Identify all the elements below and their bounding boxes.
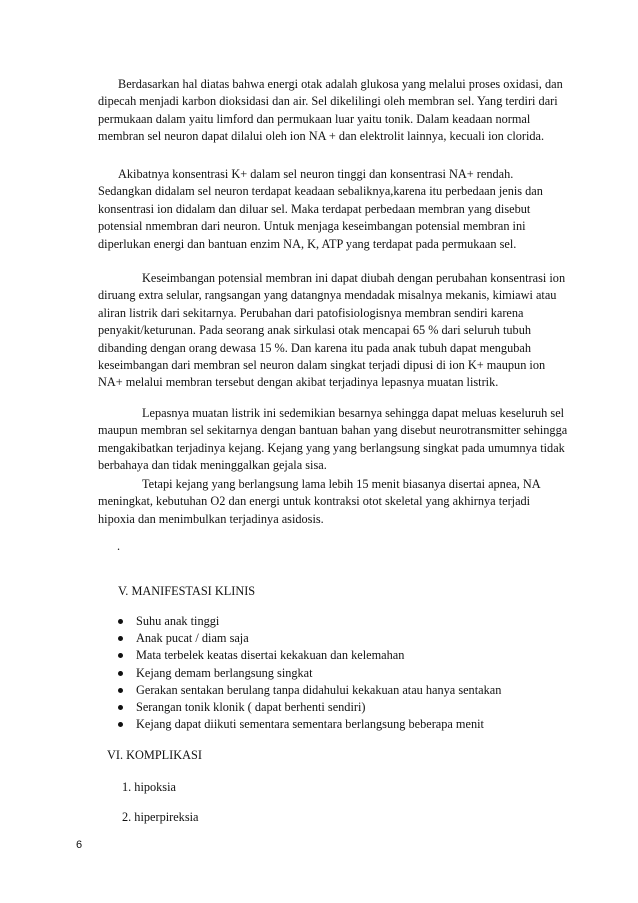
list-item: [118, 613, 501, 630]
bullet-icon: [118, 636, 123, 641]
list-item-text: Mata terbelek keatas disertai kekakuan dan kelemahan: [136, 648, 405, 663]
paragraph-kejang-lama: Tetapi kejang yang berlangsung lama lebih 15 menit biasanya disertai apnea, NA meningkat, kebutuhan O2 dan energi untuk kontraksi otot skeletal yang akhirnya terjadi hipoxia dan menimbulkan terjadinya asidosis.: [98, 477, 540, 526]
page-number: 6: [76, 839, 83, 851]
manifestasi-klinis-list: [118, 613, 501, 733]
list-item-text: Serangan tonik klonik ( dapat berhenti sendiri): [136, 699, 366, 714]
list-item: [118, 630, 501, 647]
list-item: [118, 682, 501, 699]
list-item: [118, 647, 501, 664]
bullet-icon: [118, 722, 123, 727]
section-heading-manifestasi-klinis: V. MANIFESTASI KLINIS: [118, 584, 256, 598]
list-item: [118, 665, 501, 682]
bullet-icon: [118, 671, 123, 676]
paragraph-konsentrasi-ion: Akibatnya konsentrasi K+ dalam sel neuron tinggi dan konsentrasi NA+ rendah. Sedangkan didalam sel neuron terdapat keadaan sebaliknya,karena itu perbedaan jenis dan konsentrasi ion didalam dan diluar sel. Maka terdapat perbedaan membran yang disebut potensial nmembran dari neuron. Untuk menjaga keseimbangan potensial membran ini diperlukan energi dan bantuan enzim NA, K, ATP yang terdapat pada permukaan sel.: [98, 167, 543, 251]
numbered-item-hipoksia: 1. hipoksia: [122, 780, 176, 794]
bullet-icon: [118, 619, 123, 624]
list-item-text: Gerakan sentakan berulang tanpa didahului kekakuan atau hanya sentakan: [136, 682, 502, 697]
section-heading-komplikasi: VI. KOMPLIKASI: [107, 748, 202, 762]
list-item-text: Suhu anak tinggi: [136, 614, 220, 628]
list-item: [118, 699, 501, 716]
paragraph-keseimbangan-potensial: Keseimbangan potensial membran ini dapat diubah dengan perubahan konsentrasi ion diruang extra selular, rangsangan yang datangnya mendadak misalnya mekanis, kimiawi atau aliran listrik dari sekitarnya. Perubahan dari patofisiologisnya membran sendiri karena penyakit/keturunan. Pada seorang anak sirkulasi otak mencapai 65 % dari seluruh tubuh dibanding dengan orang dewasa 15 %. Dan karena itu pada anak tubuh dapat mengubah keseimbangan dari membran sel neuron dalam singkat terjadi dipusi di ion K+ maupun ion NA+ melalui membran tersebut dengan akibat terjadinya lepasnya muatan listrik.: [98, 271, 566, 390]
list-item-text: Anak pucat / diam saja: [136, 631, 249, 646]
paragraph-energi-otak: Berdasarkan hal diatas bahwa energi otak adalah glukosa yang melalui proses oxidasi, dan dipecah menjadi karbon dioksidasi dan air. Sel dikelilingi oleh membran sel. Yang terdiri dari permukaan dalam yaitu limford dan permukaan luar yaitu tonik. Dalam keadaan normal membran sel neuron dapat dilalui oleh ion NA + dan elektrolit lainnya, kecuali ion clorida.: [98, 77, 563, 144]
bullet-icon: [118, 653, 123, 658]
bullet-icon: [118, 688, 123, 693]
stray-dot: .: [117, 539, 121, 553]
bullet-icon: [118, 705, 123, 710]
paragraph-muatan-listrik: Lepasnya muatan listrik ini sedemikian besarnya sehingga dapat meluas keseluruh sel maupun membran sel sekitarnya dengan bantuan bahan yang disebut neurotransmitter sehingga mengakibatkan terjadinya kejang. Kejang yang yang berlangsung singkat pada umumnya tidak berbahaya dan tidak meninggalkan gejala sisa.: [98, 406, 568, 473]
list-item-text: Kejang demam berlangsung singkat: [136, 665, 313, 680]
list-item: [118, 716, 501, 733]
numbered-item-hiperpireksia: 2. hiperpireksia: [122, 810, 199, 824]
komplikasi-list-item-1: [122, 779, 176, 796]
komplikasi-list-item-2: [122, 809, 199, 826]
list-item-text: Kejang dapat diikuti sementara sementara berlangsung beberapa menit: [136, 717, 484, 732]
